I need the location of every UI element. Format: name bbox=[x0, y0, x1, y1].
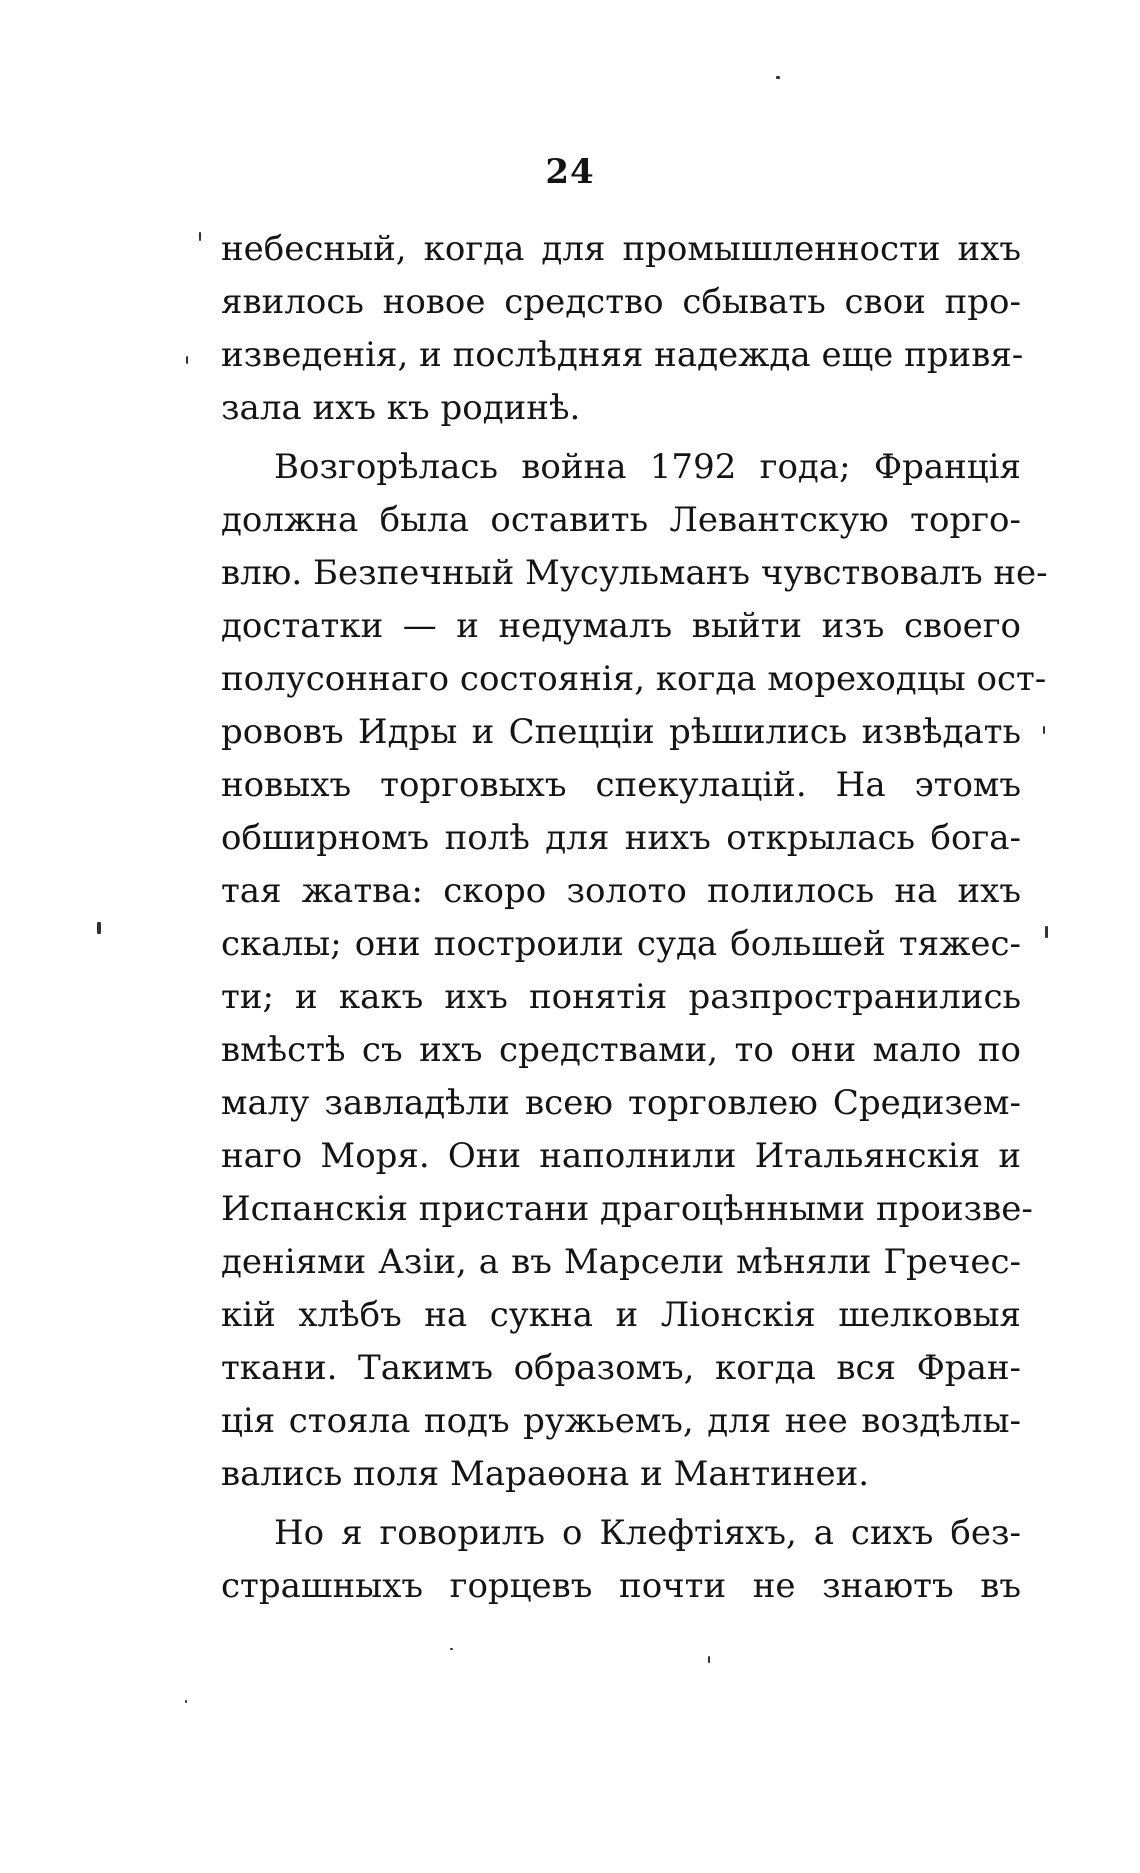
body-text bbox=[221, 223, 1048, 1613]
text-line: обширномъ полѣ для нихъ открылась бога- bbox=[221, 818, 1021, 858]
text-line: скалы; они построили суда большей тяжес- bbox=[221, 924, 1021, 964]
text-line: тая жатва: скоро золото полилось на ихъ bbox=[221, 871, 1021, 911]
text-line: Но я говорилъ о Клефтіяхъ, а сихъ без- bbox=[274, 1513, 1021, 1553]
page-number: 24 bbox=[545, 152, 595, 192]
text-line: вались поля Мараѳона и Мантинеи. bbox=[221, 1454, 870, 1494]
text-line: полусоннаго состоянія, когда мореходцы ост- bbox=[221, 659, 1047, 699]
text-line: Испанскія пристани драгоцѣнными произве- bbox=[221, 1189, 1033, 1229]
text-line: небесный, когда для промышленности ихъ bbox=[221, 229, 1021, 269]
text-line: новыхъ торговыхъ спекулацій. На этомъ bbox=[221, 765, 1021, 805]
paragraph-2 bbox=[221, 441, 1048, 1501]
text-line: должна была оставить Левантскую торго- bbox=[221, 500, 1021, 540]
paragraph-3 bbox=[221, 1507, 1021, 1613]
text-line: влю. Безпечный Мусульманъ чувствовалъ не- bbox=[221, 553, 1048, 593]
text-line: наго Моря. Они наполнили Итальянскія и bbox=[221, 1136, 1021, 1176]
text-line: Возгорѣлась война 1792 года; Франція bbox=[274, 447, 1021, 487]
text-line: явилось новое средство сбывать свои про- bbox=[221, 282, 1021, 322]
text-line: ти; и какъ ихъ понятія разпространились bbox=[221, 977, 1021, 1017]
text-line: страшныхъ горцевъ почти не знаютъ въ bbox=[221, 1566, 1021, 1606]
text-line: малу завладѣли всею торговлею Средизем- bbox=[221, 1083, 1021, 1123]
text-line: зала ихъ къ родинѣ. bbox=[221, 388, 581, 428]
text-line: рововъ Идры и Спецціи рѣшились извѣдать bbox=[221, 712, 1021, 752]
paragraph-1 bbox=[221, 223, 1024, 435]
text-line: ція стояла подъ ружьемъ, для нее воздѣлы- bbox=[221, 1401, 1021, 1441]
text-line: изведенія, и послѣдняя надежда еще привя- bbox=[221, 335, 1024, 375]
text-line: ткани. Такимъ образомъ, когда вся Фран- bbox=[221, 1348, 1021, 1388]
text-line: достатки — и недумалъ выйти изъ своего bbox=[221, 606, 1021, 646]
text-line: кій хлѣбъ на сукна и Ліонскія шелковыя bbox=[221, 1295, 1021, 1335]
text-line: вмѣстѣ съ ихъ средствами, то они мало по bbox=[221, 1030, 1021, 1070]
text-line: деніями Азіи, а въ Марсели мѣняли Гречес- bbox=[221, 1242, 1021, 1282]
